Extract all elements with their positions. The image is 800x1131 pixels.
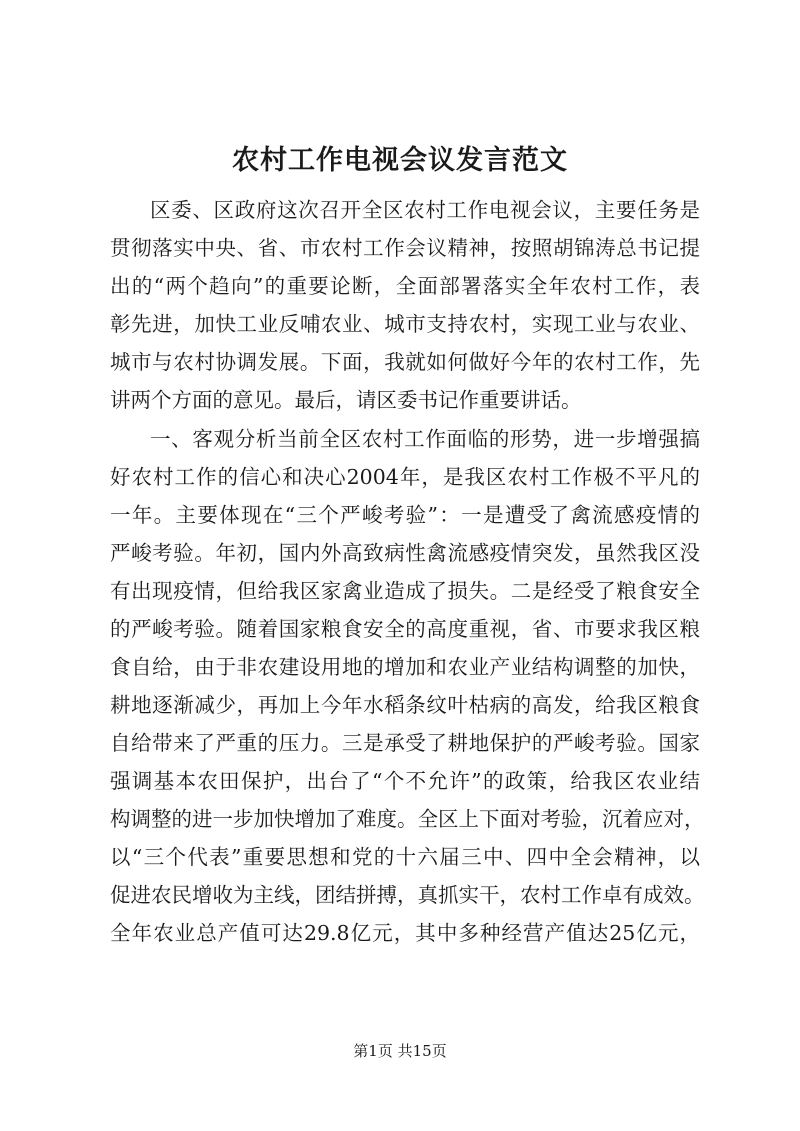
paragraph-line: 构调整的进一步加快增加了难度。全区上下面对考验，沉着应对， bbox=[110, 807, 705, 831]
paragraph-line: 严峻考验。年初，国内外高致病性禽流感疫情突发，虽然我区没 bbox=[110, 541, 700, 565]
page-number: 第1页 共15页 bbox=[353, 1042, 447, 1060]
paragraph-line: 城市与农村协调发展。下面，我就如何做好今年的农村工作，先 bbox=[110, 350, 700, 374]
paragraph-line: 彰先进，加快工业反哺农业、城市支持农村，实现工业与农业、 bbox=[110, 312, 700, 336]
paragraph-line: 出的“两个趋向”的重要论断，全面部署落实全年农村工作，表 bbox=[110, 274, 700, 298]
paragraph-line: 耕地逐渐减少，再加上今年水稻条纹叶枯病的高发，给我区粮食 bbox=[110, 693, 700, 717]
paragraph-line: 一、客观分析当前全区农村工作面临的形势，进一步增强搞 bbox=[150, 427, 700, 451]
paragraph-line: 讲两个方面的意见。最后，请区委书记作重要讲话。 bbox=[110, 388, 582, 412]
paragraph-line: 区委、区政府这次召开全区农村工作电视会议，主要任务是 bbox=[150, 198, 700, 222]
paragraph-line: 强调基本农田保护，出台了“个不允许”的政策，给我区农业结 bbox=[110, 769, 700, 793]
paragraph-line: 有出现疫情，但给我区家禽业造成了损失。二是经受了粮食安全 bbox=[110, 579, 700, 603]
paragraph-line: 自给带来了严重的压力。三是承受了耕地保护的严峻考验。国家 bbox=[110, 731, 700, 755]
paragraph-line: 的严峻考验。随着国家粮食安全的高度重视，省、市要求我区粮 bbox=[110, 617, 700, 641]
document-title: 农村工作电视会议发言范文 bbox=[232, 145, 568, 176]
paragraph-line: 全年农业总产值可达29.8亿元，其中多种经营产值达25亿元， bbox=[110, 921, 700, 945]
paragraph-line: 促进农民增收为主线，团结拼搏，真抓实干，农村工作卓有成效。 bbox=[110, 883, 705, 907]
paragraph-line: 一年。主要体现在“三个严峻考验”：一是遭受了禽流感疫情的 bbox=[110, 503, 700, 527]
paragraph-line: 贯彻落实中央、省、市农村工作会议精神，按照胡锦涛总书记提 bbox=[110, 236, 700, 260]
paragraph-line: 好农村工作的信心和决心2004年，是我区农村工作极不平凡的 bbox=[110, 465, 700, 489]
paragraph-line: 以“三个代表”重要思想和党的十六届三中、四中全会精神，以 bbox=[110, 845, 700, 869]
paragraph-line: 食自给，由于非农建设用地的增加和农业产业结构调整的加快， bbox=[110, 655, 700, 679]
